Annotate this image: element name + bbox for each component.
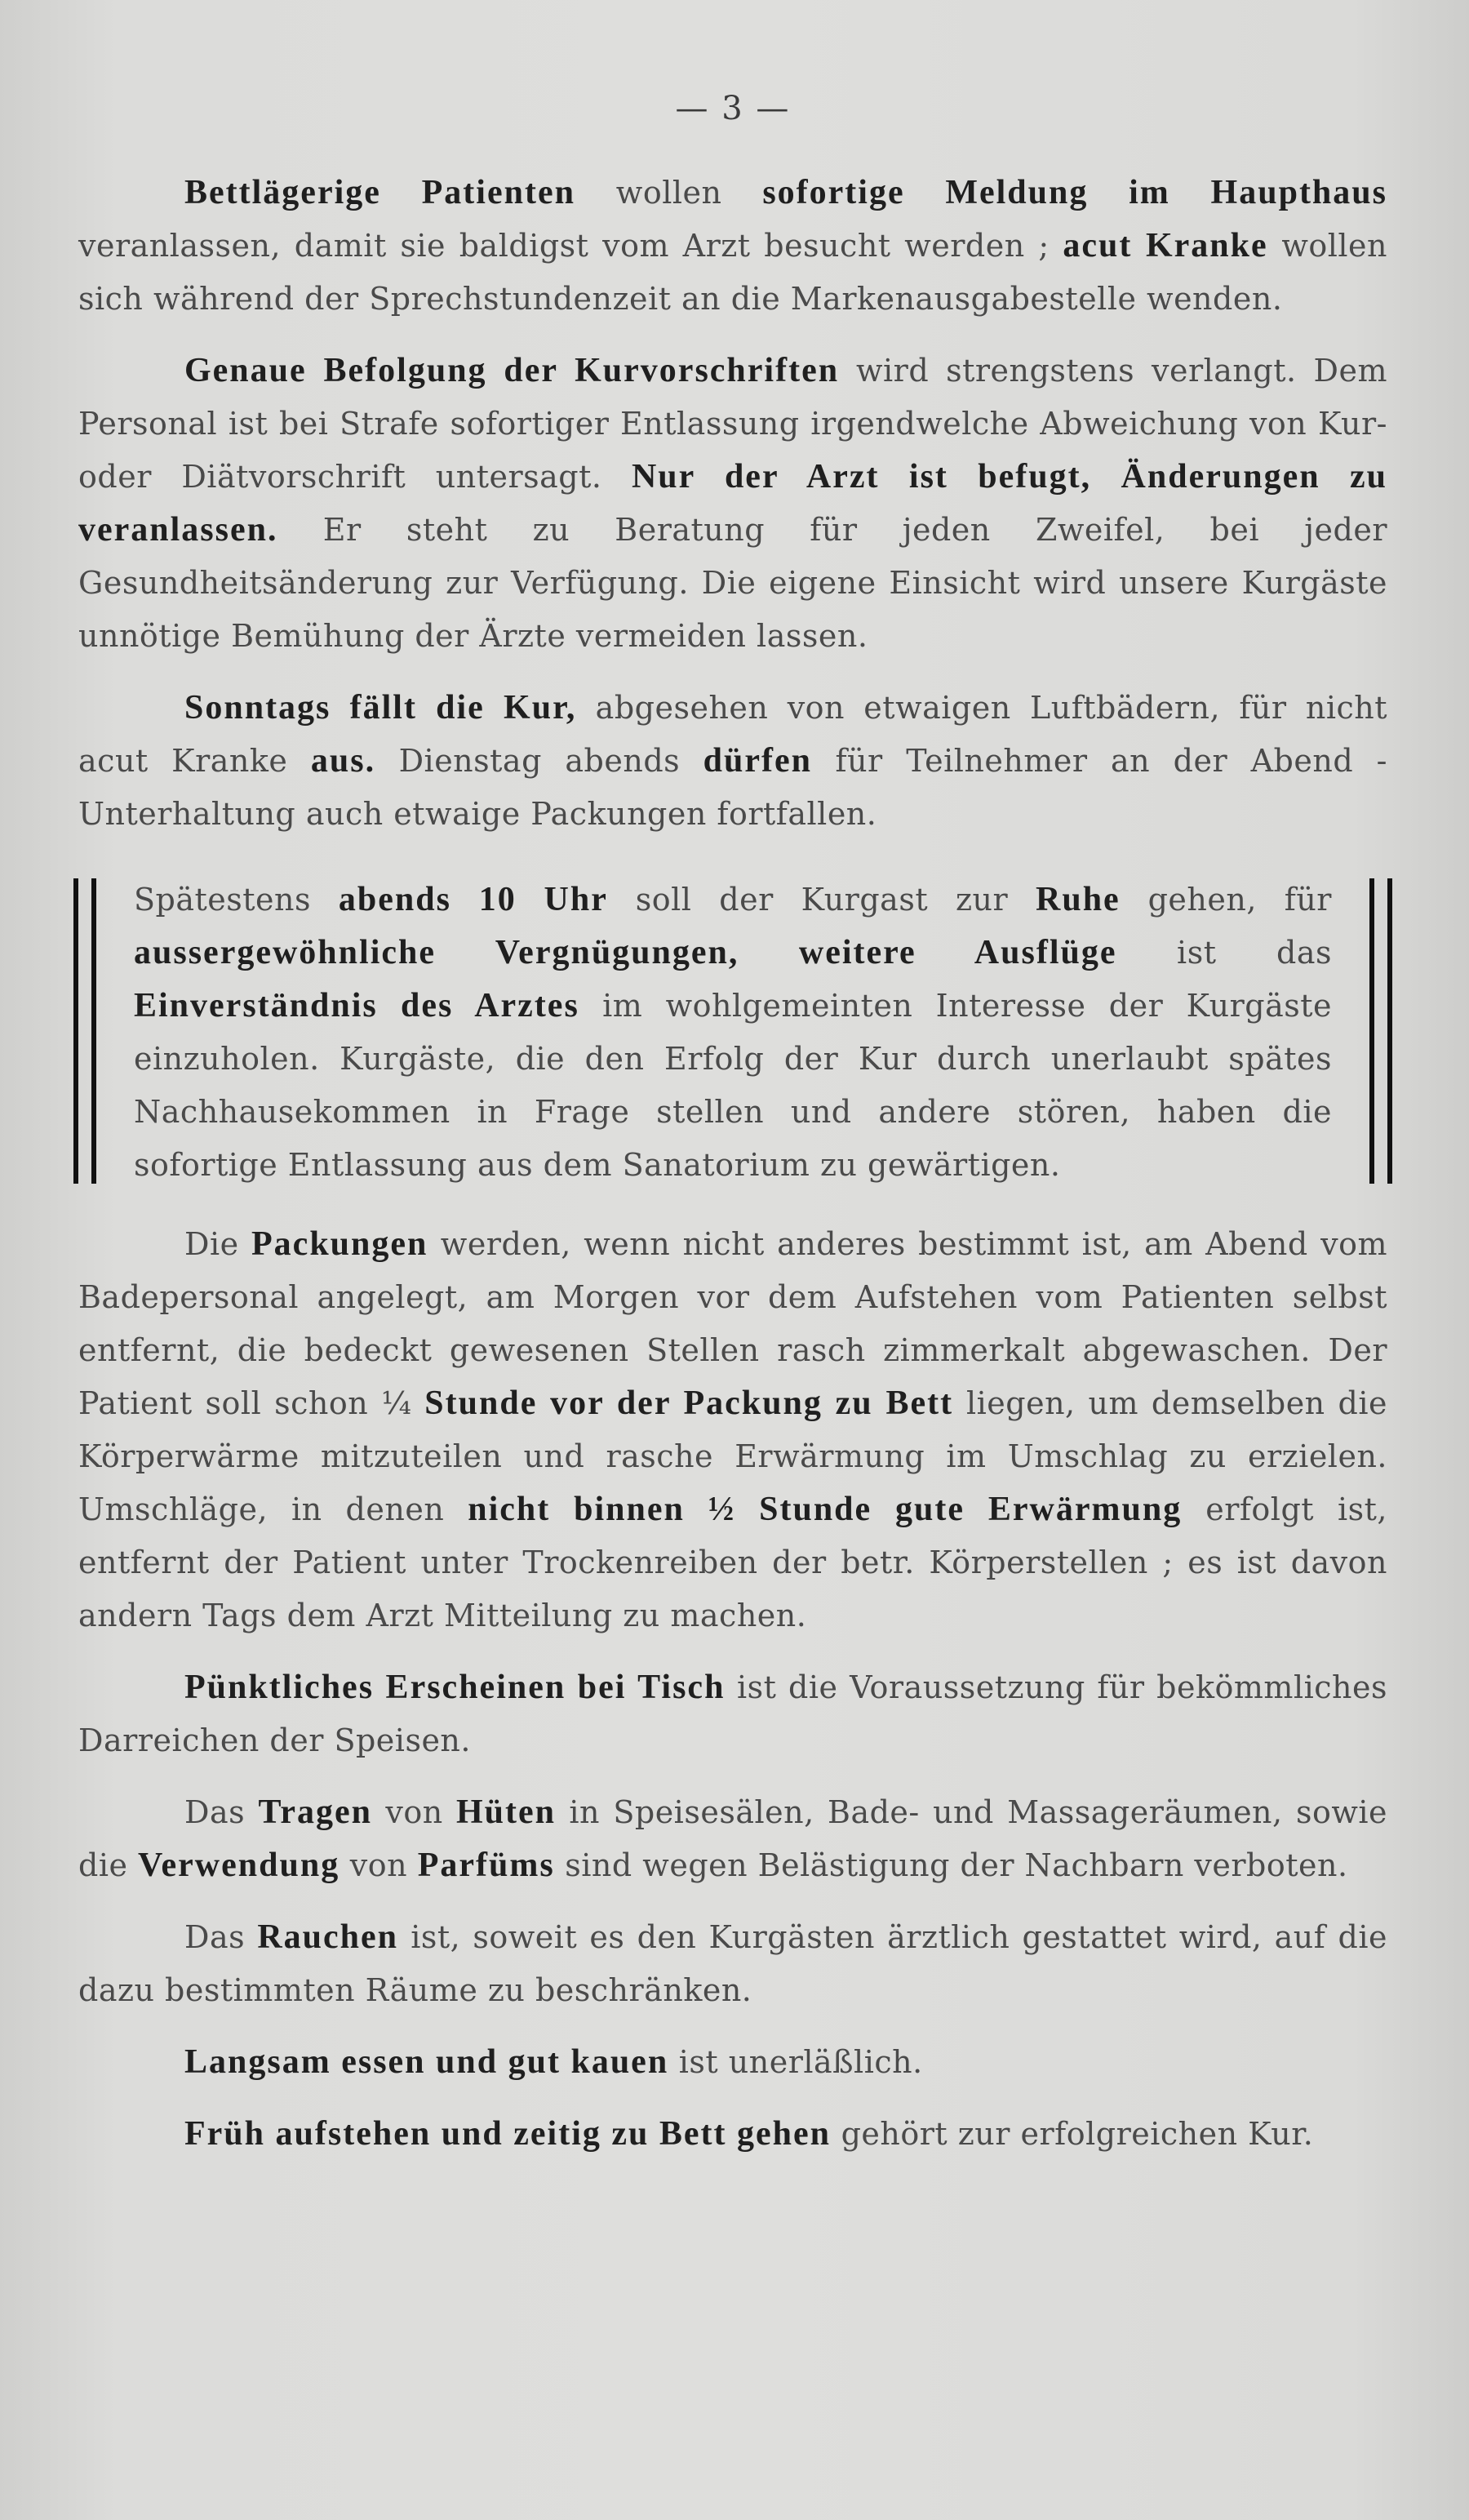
- paragraph-eating: Langsam essen und gut kauen ist unerläßlich.: [184, 2043, 923, 2081]
- emphasis: nicht binnen ½ Stunde gute Erwärmung: [468, 1491, 1183, 1528]
- emphasis: Verwendung: [138, 1847, 340, 1884]
- emphasis: Tragen: [258, 1793, 373, 1831]
- emphasis: Bettlägerige Patienten: [184, 174, 575, 211]
- paragraph-curfew: Spätestens abends 10 Uhr soll der Kurgast zur Ruhe gehen, für aussergewöhnliche Vergnügungen, weitere Ausflüge ist das Einverständnis des Arztes im wohlgemeinten Interesse der Kurgäste einzuholen. Kurgäste, die den Erfolg der Kur durch unerlaubt spätes Nachhausekommen in Frage stellen und andere stören, haben die sofortige Entlassung aus dem Sanatorium zu gewärtigen.: [134, 881, 1332, 1183]
- paragraph-early-rise: Früh aufstehen und zeitig zu Bett gehen gehört zur erfolgreichen Kur.: [184, 2115, 1314, 2153]
- emphasis: Packungen: [251, 1225, 428, 1263]
- paragraph-hats-perfume: Das Tragen von Hüten in Speisesälen, Bade- und Massageräumen, sowie die Verwendung von Parfüms sind wegen Belästigung der Nachbarn verboten.: [78, 1793, 1387, 1884]
- emphasis: Sonntags fällt die Kur,: [184, 689, 577, 727]
- emphasis: Rauchen: [257, 1918, 399, 1956]
- emphasis: acut Kranke: [1063, 227, 1268, 264]
- emphasis: dürfen: [703, 742, 813, 780]
- emphasis: Ruhe: [1036, 881, 1121, 918]
- emphasis: Parfüms: [417, 1847, 555, 1884]
- paragraph-punctuality: Pünktliches Erscheinen bei Tisch ist die Voraussetzung für bekömmliches Darreichen der Speisen.: [78, 1669, 1388, 1758]
- boxed-notice: [73, 873, 1392, 1192]
- paragraph-cure-rules: Genaue Befolgung der Kurvorschriften wird strengstens verlangt. Dem Personal ist bei Strafe sofortiger Entlassung irgendwelche Abweichung von Kur- oder Diätvorschrift untersagt. Nur der Arzt ist befugt, Änderungen zu veranlassen. Er steht zu Beratung für jeden Zweifel, bei jeder Gesundheitsänderung zur Verfügung. Die eigene Einsicht wird unsere Kurgäste unnötige Bemühung der Ärzte vermeiden lassen.: [78, 352, 1387, 654]
- emphasis: Pünktliches Erscheinen bei Tisch: [184, 1669, 726, 1706]
- emphasis: Nur der Arzt ist befugt, Änderungen zu veranlassen.: [78, 458, 1387, 549]
- double-rule-right: [1369, 878, 1392, 1184]
- paragraph-sunday: Sonntags fällt die Kur, abgesehen von etwaigen Luftbädern, für nicht acut Kranke aus. Dienstag abends dürfen für Teilnehmer an der Abend - Unterhaltung auch etwaige Packungen fortfallen.: [78, 689, 1388, 832]
- emphasis: aussergewöhnliche Vergnügungen, weitere Ausflüge: [134, 934, 1117, 971]
- paragraph-smoking: Das Rauchen ist, soweit es den Kurgästen ärztlich gestattet wird, auf die dazu bestimmten Räume zu beschränken.: [78, 1918, 1387, 2008]
- emphasis: Früh aufstehen und zeitig zu Bett gehen: [184, 2115, 831, 2153]
- emphasis: Einverständnis des Arztes: [134, 987, 579, 1024]
- paragraph-bedridden-patients: Bettlägerige Patienten wollen sofortige Meldung im Haupthaus veranlassen, damit sie baldigst vom Arzt besucht werden ; acut Kranke wollen sich während der Sprechstundenzeit an die Markenausgabestelle wenden.: [78, 174, 1387, 317]
- emphasis: Langsam essen und gut kauen: [184, 2043, 669, 2081]
- emphasis: abends 10 Uhr: [338, 881, 608, 918]
- double-rule-left: [73, 878, 96, 1184]
- emphasis: aus.: [310, 742, 376, 780]
- emphasis: Hüten: [456, 1793, 557, 1831]
- paragraph-packings: Die Packungen werden, wenn nicht anderes bestimmt ist, am Abend vom Badepersonal angelegt, am Morgen vor dem Aufstehen vom Patienten selbst entfernt, die bedeckt gewesenen Stellen rasch zimmerkalt abgewaschen. Der Patient soll schon ¼ Stunde vor der Packung zu Bett liegen, um demselben die Körperwärme mitzuteilen und rasche Erwärmung im Umschlag zu erzielen. Umschläge, in denen nicht binnen ½ Stunde gute Erwärmung erfolgt ist, entfernt der Patient unter Trockenreiben der betr. Körperstellen ; es ist davon andern Tags dem Arzt Mitteilung zu machen.: [78, 1225, 1388, 1633]
- emphasis: sofortige Meldung im Haupthaus: [762, 174, 1387, 211]
- emphasis: Stunde vor der Packung zu Bett: [424, 1384, 954, 1422]
- emphasis: Genaue Befolgung der Kurvorschriften: [184, 352, 840, 389]
- page-number: — 3 —: [675, 90, 791, 127]
